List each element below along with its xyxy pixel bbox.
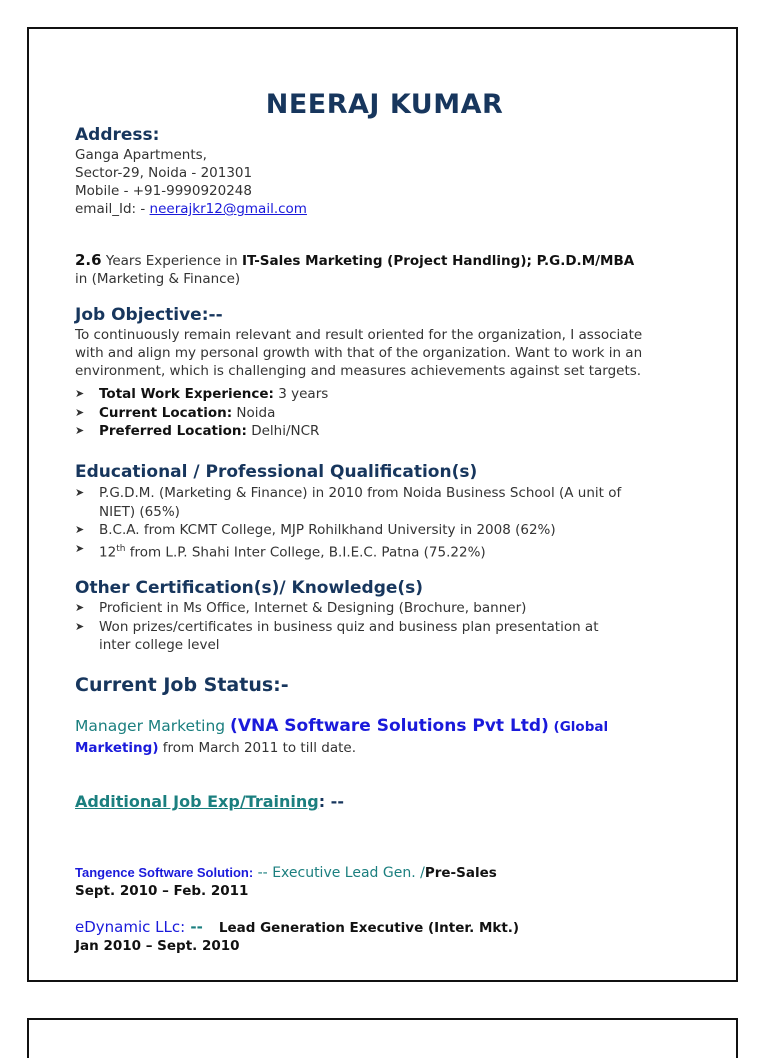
certifications-list <box>75 599 599 655</box>
objective-line-3: environment, which is challenging and measures achievements against set targets. <box>75 363 642 379</box>
list-item: ➤ P.G.D.M. (Marketing & Finance) in 2010 from Noida Business School (A unit of NIET) (65%) <box>75 485 622 520</box>
current-job-heading: Current Job Status:- <box>75 674 289 696</box>
current-dept-close: Marketing) <box>75 740 159 756</box>
job-2-dates: Jan 2010 – Sept. 2010 <box>75 938 240 954</box>
objective-text <box>75 326 642 380</box>
job-1-company: Tangence Software Solution: <box>75 865 254 880</box>
job-2-company: eDynamic LLc: <box>75 918 186 936</box>
objective-list <box>75 385 328 441</box>
job-1-line <box>75 863 497 882</box>
list-item: ➤ 12th from L.P. Shahi Inter College, B.I.E.C. Patna (75.22%) <box>75 541 486 560</box>
job-1-role: Executive Lead Gen. / <box>272 865 425 881</box>
current-job-details <box>75 716 608 758</box>
certifications-heading: Other Certification(s)/ Knowledge(s) <box>75 578 424 598</box>
summary-line-2: in (Marketing & Finance) <box>75 271 241 287</box>
objective-heading: Job Objective:-- <box>75 305 223 325</box>
list-item: ➤ Current Location: Noida <box>75 404 276 421</box>
current-dept-open: (Global <box>548 719 609 735</box>
objective-line-2: with and align my personal growth with that of the organization. Want to work in an <box>75 345 643 361</box>
current-role: Manager Marketing <box>75 717 231 735</box>
resume-page <box>27 27 738 982</box>
current-period: from March 2011 to till date. <box>158 740 357 756</box>
current-job-line-1 <box>75 716 608 737</box>
arrow-bullet-icon: ➤ <box>75 405 85 419</box>
job-1-role-bold: Pre-Sales <box>424 865 497 881</box>
candidate-name: NEERAJ KUMAR <box>265 89 504 120</box>
job-2-line <box>75 918 519 937</box>
additional-heading-row <box>75 792 344 811</box>
mobile-line: Mobile - +91-9990920248 <box>75 183 252 199</box>
current-job-line-2 <box>75 737 608 758</box>
additional-heading: Additional Job Exp/Training <box>75 792 319 811</box>
arrow-bullet-icon: ➤ <box>75 619 85 633</box>
email-link[interactable]: neerajkr12@gmail.com <box>149 201 307 217</box>
job-entry-2 <box>75 918 519 955</box>
list-item: ➤ Total Work Experience: 3 years <box>75 386 329 402</box>
address-block <box>75 146 307 218</box>
arrow-bullet-icon: ➤ <box>75 523 85 536</box>
email-line <box>75 200 307 218</box>
email-label: email_Id: - <box>75 201 150 217</box>
objective-line-1: To continuously remain relevant and result oriented for the organization, I associate <box>75 327 643 343</box>
arrow-bullet-icon: ➤ <box>75 541 85 555</box>
list-item: ➤ B.C.A. from KCMT College, MJP Rohilkhand University in 2008 (62%) <box>75 522 556 538</box>
arrow-bullet-icon: ➤ <box>75 424 85 437</box>
list-item: ➤ Won prizes/certificates in business quiz and business plan presentation at inter college level <box>75 618 599 653</box>
address-line-2: Sector-29, Noida - 201301 <box>75 165 253 181</box>
years-value: 2.6 <box>75 251 102 269</box>
list-item: ➤ Preferred Location: Delhi/NCR <box>75 423 320 439</box>
job-1-dates: Sept. 2010 – Feb. 2011 <box>75 883 249 899</box>
job-1-sep: -- <box>253 865 273 881</box>
arrow-bullet-icon: ➤ <box>75 486 85 499</box>
job-entry-1 <box>75 863 497 900</box>
summary-line-1 <box>75 251 634 270</box>
job-2-sep: -- <box>185 918 203 936</box>
job-2-role: Lead Generation Executive (Inter. Mkt.) <box>218 920 520 936</box>
education-heading: Educational / Professional Qualification(s) <box>75 462 478 482</box>
address-line-1: Ganga Apartments, <box>75 147 207 163</box>
experience-summary <box>75 251 634 288</box>
list-item: ➤ Proficient in Ms Office, Internet & Designing (Brochure, banner) <box>75 600 527 616</box>
current-company: (VNA Software Solutions Pvt Ltd) <box>230 716 549 736</box>
additional-heading-suffix: : -- <box>318 792 344 811</box>
summary-text-1: Years Experience in <box>101 253 242 269</box>
arrow-bullet-icon: ➤ <box>75 601 85 614</box>
education-list <box>75 484 621 562</box>
address-heading: Address: <box>75 125 160 145</box>
next-page-edge <box>27 1018 738 1058</box>
arrow-bullet-icon: ➤ <box>75 387 85 400</box>
summary-field: IT-Sales Marketing (Project Handling); P.G.D.M/MBA <box>241 253 635 269</box>
